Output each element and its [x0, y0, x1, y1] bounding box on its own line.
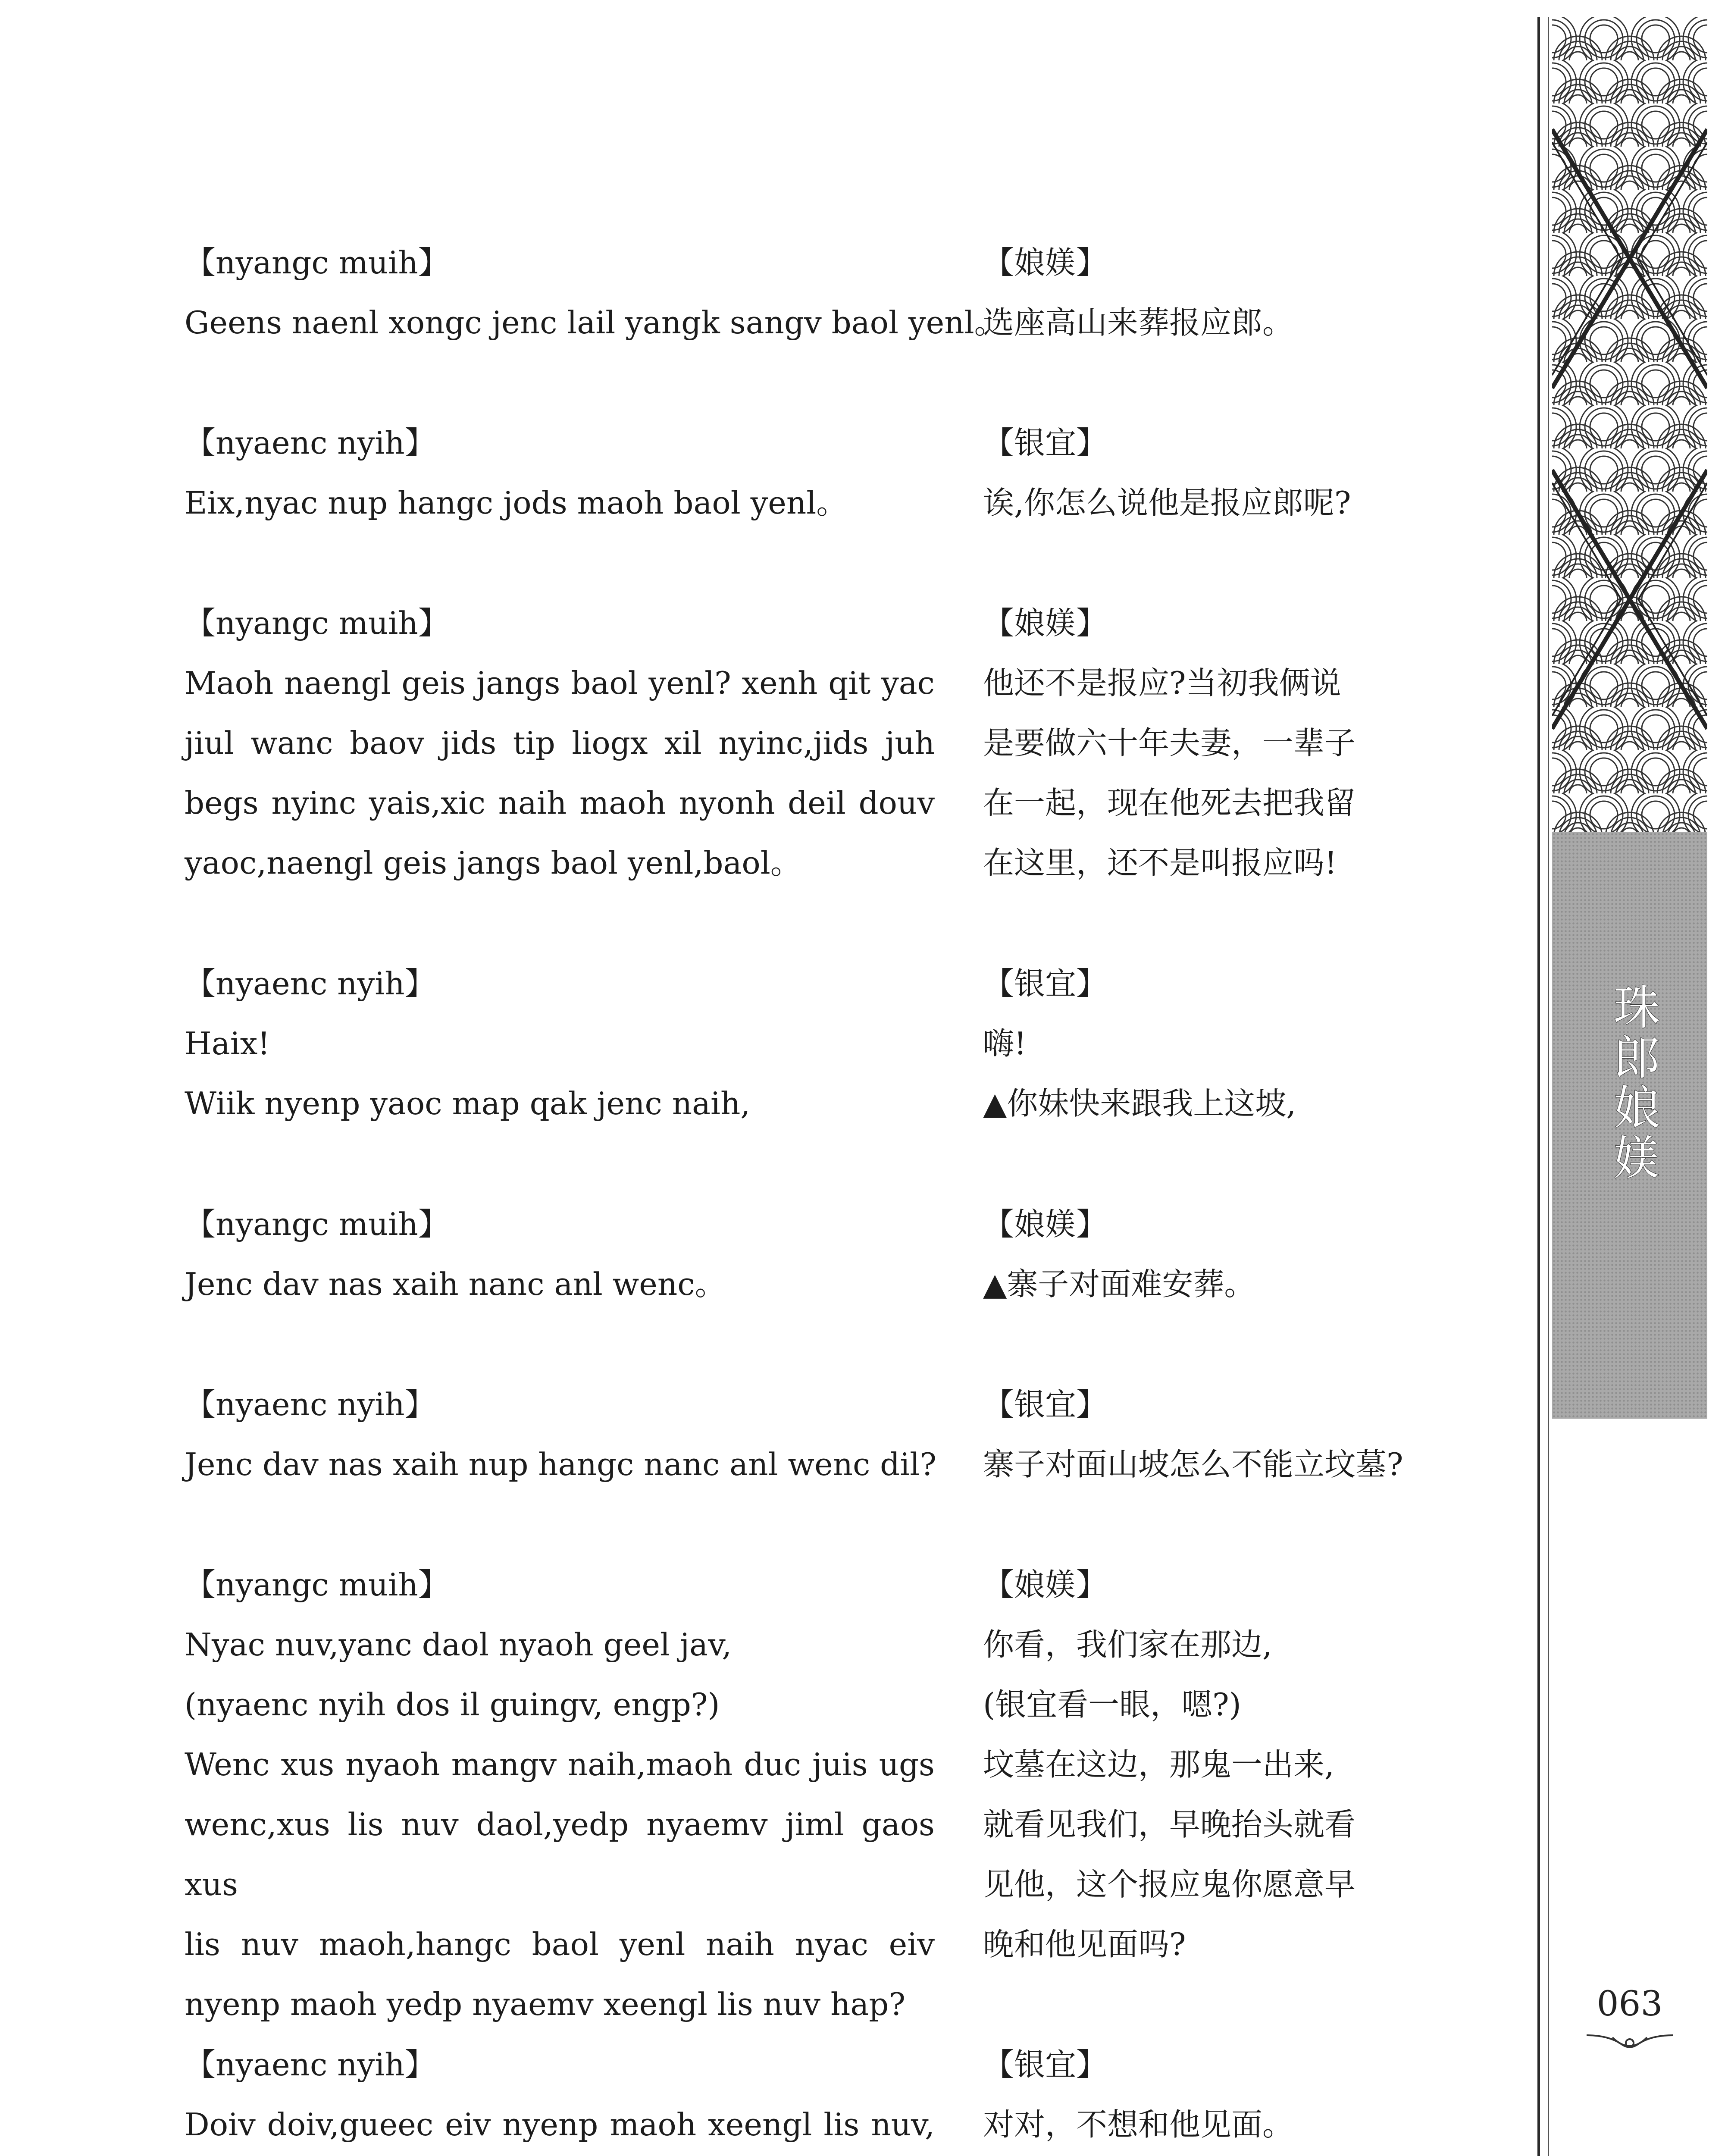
speech-line: nyenp maoh yedp nyaemv xeengl lis nuv hap?	[185, 1986, 905, 2022]
speech-line: Jenc dav nas xaih nanc anl wenc。	[185, 1266, 726, 1302]
speech-line: Nyac nuv,yanc daol nyaoh geel jav,	[185, 1626, 732, 1663]
page-number-ornament	[1582, 2027, 1677, 2057]
speech-line: jiul wanc baov jids tip liogx xil nyinc,jids juh	[185, 725, 935, 761]
speech-line: 诶,你怎么说他是报应郎呢?	[983, 485, 1351, 521]
speaker-label: 【nyaenc nyih】	[185, 425, 436, 461]
dong-block-3	[185, 593, 935, 893]
speech-line: (nyaenc nyih dos il guingv, engp?)	[185, 1686, 720, 1723]
speaker-label: 【娘媄】	[983, 1206, 1108, 1242]
speech-line: ▲寨子对面难安葬。	[983, 1266, 1255, 1302]
speaker-label: 【nyangc muih】	[185, 1567, 449, 1603]
speaker-label: 【nyangc muih】	[185, 605, 449, 641]
speaker-label: 【娘媄】	[983, 1567, 1108, 1603]
speech-line: Doiv doiv,gueec eiv nyenp maoh xeengl lis nuv,	[185, 2106, 935, 2143]
chinese-block-3	[983, 593, 1522, 893]
chinese-block-4	[983, 954, 1522, 1134]
speaker-label: 【娘媄】	[983, 605, 1108, 641]
speaker-label: 【nyangc muih】	[185, 1206, 449, 1242]
dong-block-1	[185, 233, 1005, 353]
speech-line: Maoh naengl geis jangs baol yenl? xenh qit yac	[185, 665, 935, 701]
dong-block-8	[185, 2035, 935, 2155]
dong-block-7	[185, 1555, 935, 2034]
chinese-block-1	[983, 233, 1522, 353]
speech-line: 对对，不想和他见面。	[983, 2106, 1294, 2143]
speaker-label: 【银宜】	[983, 1386, 1108, 1423]
wave-pattern-ornament	[1552, 17, 1707, 832]
speaker-label: 【nyaenc nyih】	[185, 965, 436, 1002]
speech-line: 在这里，还不是叫报应吗!	[983, 845, 1337, 881]
speech-line: Eix,nyac nup hangc jods maoh baol yenl。	[185, 485, 848, 521]
side-chapter-title: 珠郎娘媄	[1606, 983, 1659, 1183]
speech-line: (银宜看一眼，嗯?)	[983, 1686, 1241, 1723]
speaker-label: 【nyangc muih】	[185, 244, 449, 281]
speaker-label: 【银宜】	[983, 425, 1108, 461]
speech-line: wenc,xus lis nuv daol,yedp nyaemv jiml gaos xus	[185, 1806, 935, 1902]
speech-line: Wenc xus nyaoh mangv naih,maoh duc juis ugs	[185, 1746, 935, 1783]
speech-line: 选座高山来葬报应郎。	[983, 304, 1294, 341]
speaker-label: 【nyaenc nyih】	[185, 1386, 436, 1423]
speech-line: Haix!	[185, 1025, 270, 1062]
speaker-label: 【娘媄】	[983, 244, 1108, 281]
speech-line: lis nuv maoh,hangc baol yenl naih nyac eiv	[185, 1926, 935, 1962]
speech-line: 见他，这个报应鬼你愿意早	[983, 1866, 1356, 1902]
speech-line: 寨子对面山坡怎么不能立坟墓?	[983, 1446, 1403, 1482]
dong-block-5	[185, 1194, 935, 1314]
speech-line: 就看见我们，早晚抬头就看	[983, 1806, 1356, 1843]
dong-block-2	[185, 413, 935, 533]
speech-line: 他还不是报应?当初我俩说	[983, 665, 1341, 701]
speaker-label: 【银宜】	[983, 965, 1108, 1002]
chinese-block-8	[983, 2035, 1522, 2155]
speech-line: 你看，我们家在那边,	[983, 1626, 1272, 1663]
chinese-block-7	[983, 1555, 1522, 1974]
margin-rule-thin	[1548, 17, 1549, 2156]
speech-line: Jenc dav nas xaih nup hangc nanc anl wenc dil?	[185, 1446, 936, 1482]
margin-rule	[1537, 17, 1540, 2156]
speaker-label: 【银宜】	[983, 2046, 1108, 2083]
page-number: 063	[1597, 1984, 1663, 2024]
speech-line: ▲你妹快来跟我上这坡,	[983, 1085, 1296, 1122]
chinese-block-2	[983, 413, 1522, 533]
chinese-block-5	[983, 1194, 1522, 1314]
speech-line: Wiik nyenp yaoc map qak jenc naih,	[185, 1085, 751, 1122]
speech-line: 嗨!	[983, 1025, 1027, 1062]
speech-line: 在一起，现在他死去把我留	[983, 785, 1356, 821]
chinese-block-6	[983, 1375, 1522, 1495]
speech-line: yaoc,naengl geis jangs baol yenl,baol。	[185, 845, 801, 881]
speech-line: 坟墓在这边，那鬼一出来,	[983, 1746, 1334, 1783]
speech-line: 是要做六十年夫妻，一辈子	[983, 725, 1356, 761]
speaker-label: 【nyaenc nyih】	[185, 2046, 436, 2083]
dong-block-6	[185, 1375, 935, 1495]
dong-block-4	[185, 954, 935, 1134]
speech-line: 晚和他见面吗?	[983, 1926, 1186, 1962]
speech-line: Geens naenl xongc jenc lail yangk sangv baol yenl。	[185, 304, 1005, 341]
speech-line: begs nyinc yais,xic naih maoh nyonh deil douv	[185, 785, 935, 821]
